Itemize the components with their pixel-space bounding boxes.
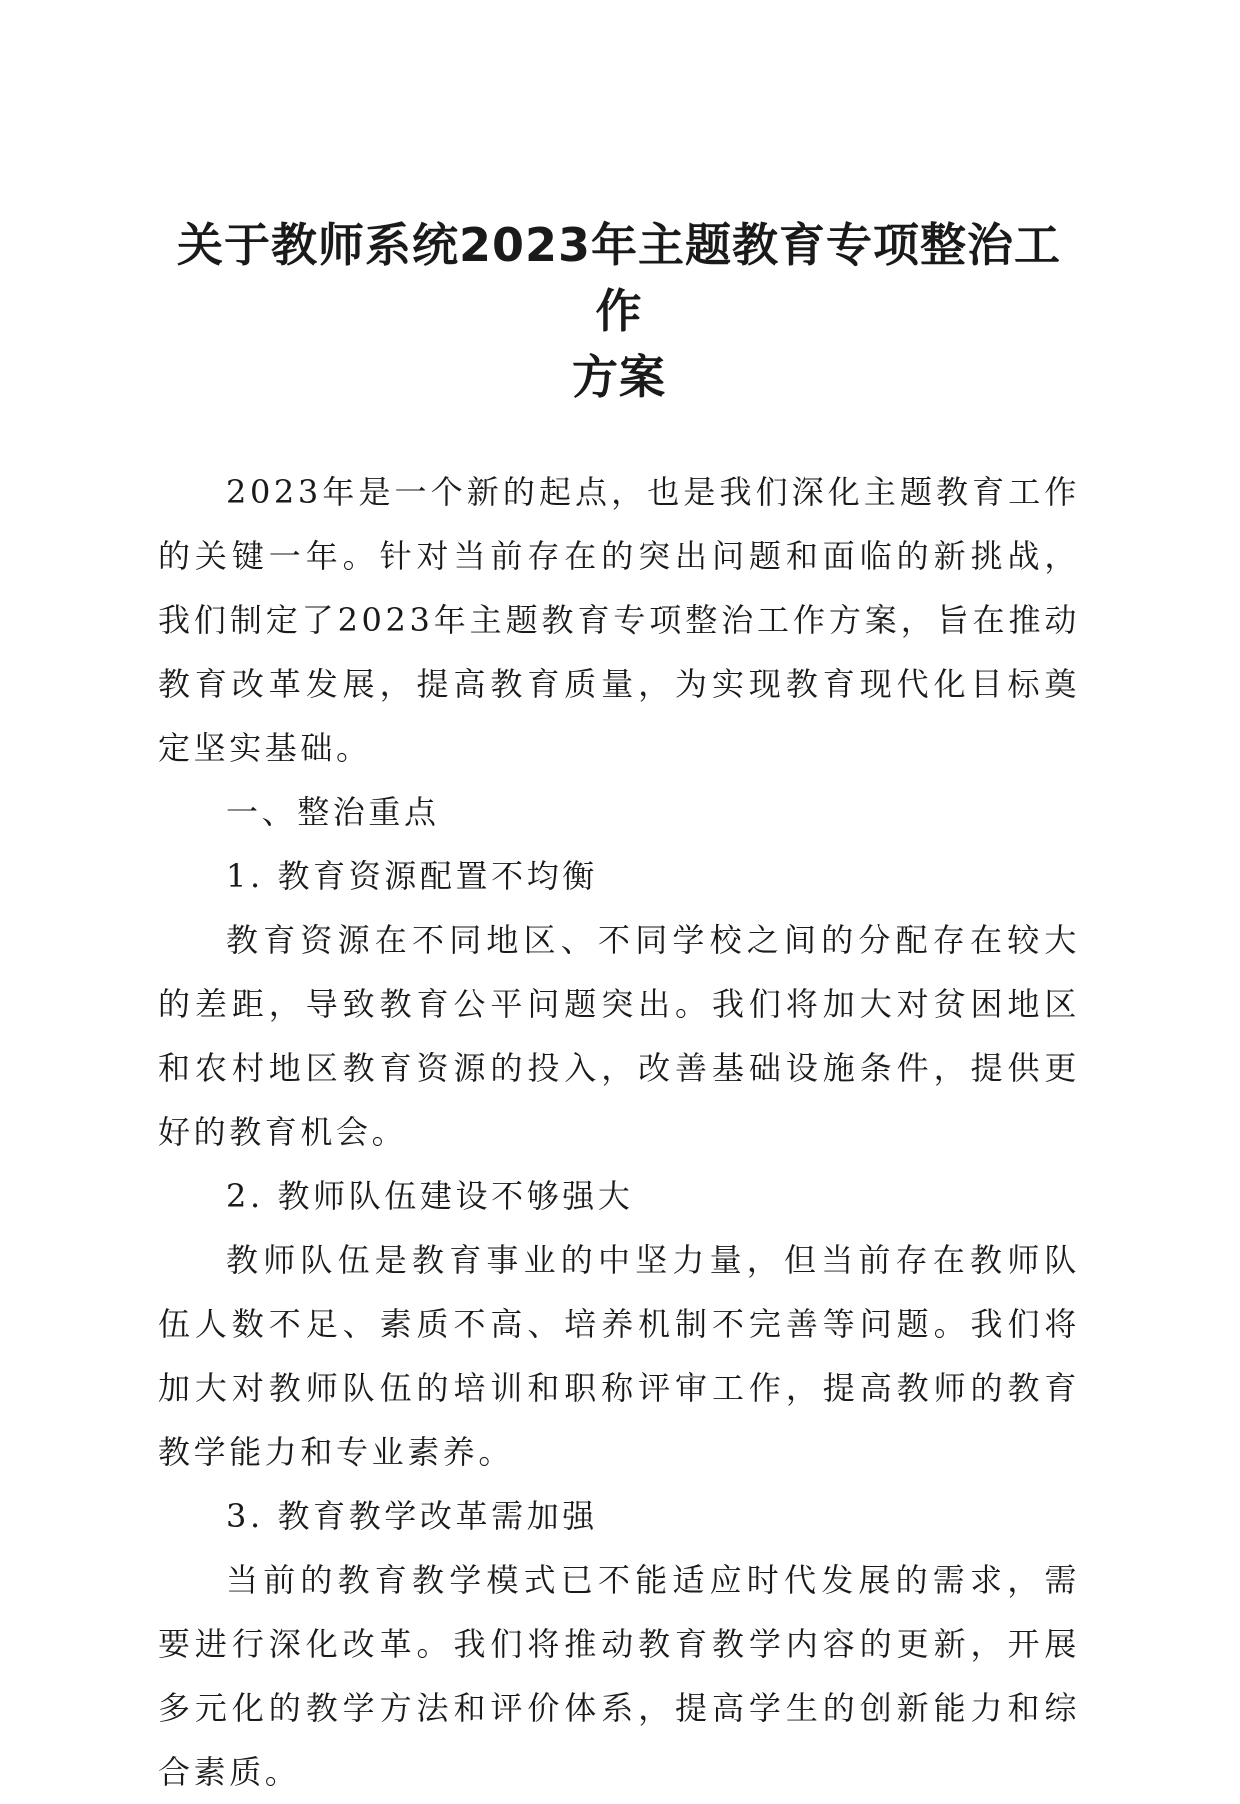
item-1-paragraph: 教育资源在不同地区、不同学校之间的分配存在较大的差距，导致教育公平问题突出。我们将加大对贫困地区和农村地区教育资源的投入，改善基础设施条件，提供更好的教育机会。 <box>158 921 1080 1151</box>
document-title <box>158 212 1080 410</box>
document-body <box>158 460 1080 1804</box>
title-line-1: 关于教师系统2023年主题教育专项整治工作 <box>176 218 1062 338</box>
item-2-heading: 2. 教师队伍建设不够强大 <box>226 1177 634 1215</box>
item-2-paragraph: 教师队伍是教育事业的中坚力量，但当前存在教师队伍人数不足、素质不高、培养机制不完善等问题。我们将加大对教师队伍的培训和职称评审工作，提高教师的教育教学能力和专业素养。 <box>158 1241 1080 1471</box>
item-1-heading: 1. 教育资源配置不均衡 <box>226 857 598 895</box>
item-3-paragraph: 当前的教育教学模式已不能适应时代发展的需求，需要进行深化改革。我们将推动教育教学内容的更新，开展多元化的教学方法和评价体系，提高学生的创新能力和综合素质。 <box>158 1561 1080 1791</box>
intro-paragraph: 2023年是一个新的起点，也是我们深化主题教育工作的关键一年。针对当前存在的突出问题和面临的新挑战，我们制定了2023年主题教育专项整治工作方案，旨在推动教育改革发展，提高教育质量，为实现教育现代化目标奠定坚实基础。 <box>158 473 1080 767</box>
item-3-heading: 3. 教育教学改革需加强 <box>226 1497 598 1535</box>
title-line-2: 方案 <box>572 350 666 404</box>
section-heading: 一、整治重点 <box>226 793 440 831</box>
